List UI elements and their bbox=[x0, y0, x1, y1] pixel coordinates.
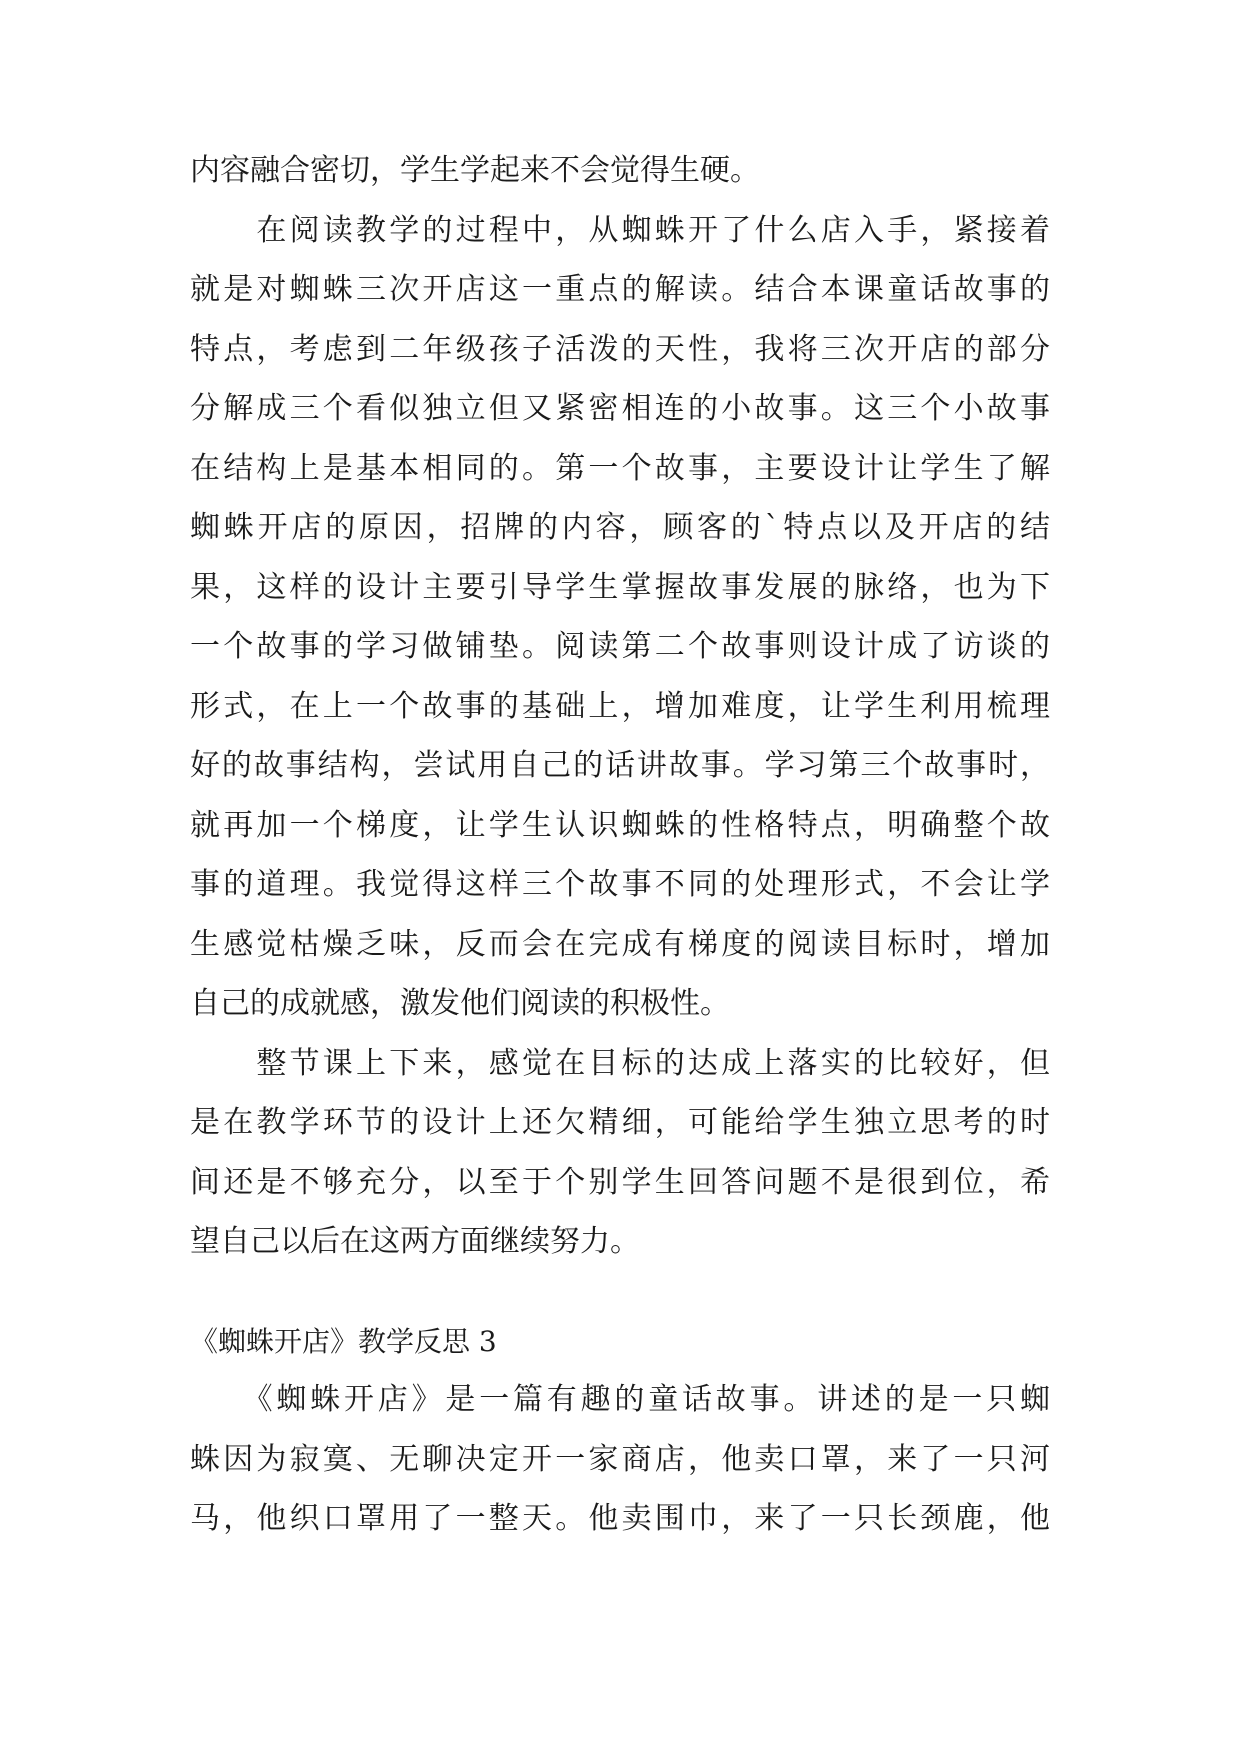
reflection-body-3 bbox=[190, 1370, 1050, 1549]
paragraph-line: 特点，考虑到二年级孩子活泼的天性，我将三次开店的部分 bbox=[190, 331, 1050, 367]
paragraph-line: 一个故事的学习做铺垫。阅读第二个故事则设计成了访谈的 bbox=[190, 629, 1050, 664]
paragraph-line: 蛛因为寂寞、无聊决定开一家商店，他卖口罩，来了一只河 bbox=[190, 1441, 1050, 1477]
paragraph-line: 分解成三个看似独立但又紧密相连的小故事。这三个小故事 bbox=[190, 391, 1050, 426]
paragraph-line: 内容融合密切，学生学起来不会觉得生硬。 bbox=[190, 153, 760, 188]
paragraph-line: 是在教学环节的设计上还欠精细，可能给学生独立思考的时 bbox=[190, 1105, 1050, 1140]
paragraph-line: 马，他织口罩用了一整天。他卖围巾，来了一只长颈鹿，他 bbox=[190, 1501, 1050, 1536]
paragraph-line: 好的故事结构，尝试用自己的话讲故事。学习第三个故事时， bbox=[190, 748, 1050, 783]
paragraph-line: 《蜘蛛开店》是一篇有趣的童话故事。讲述的是一只蜘 bbox=[190, 1382, 1050, 1417]
paragraph-line: 在结构上是基本相同的。第一个故事，主要设计让学生了解 bbox=[190, 450, 1050, 486]
section-heading: 《蜘蛛开店》教学反思 3 bbox=[190, 1325, 497, 1358]
paragraph-line: 生感觉枯燥乏味，反而会在完成有梯度的阅读目标时，增加 bbox=[190, 926, 1050, 962]
reflection-body-2 bbox=[190, 141, 1050, 1272]
paragraph-line: 形式，在上一个故事的基础上，增加难度，让学生利用梳理 bbox=[190, 688, 1050, 724]
paragraph-line: 自己的成就感，激发他们阅读的积极性。 bbox=[190, 986, 730, 1021]
paragraph-line: 就再加一个梯度，让学生认识蜘蛛的性格特点，明确整个故 bbox=[190, 807, 1050, 843]
paragraph-line: 在阅读教学的过程中，从蜘蛛开了什么店入手，紧接着 bbox=[190, 212, 1050, 248]
paragraph-line: 蜘蛛开店的原因，招牌的内容，顾客的`特点以及开店的结 bbox=[190, 510, 1050, 545]
paragraph-line: 就是对蜘蛛三次开店这一重点的解读。结合本课童话故事的 bbox=[190, 272, 1050, 307]
paragraph-line: 间还是不够充分，以至于个别学生回答问题不是很到位，希 bbox=[190, 1164, 1050, 1200]
paragraph-line: 事的道理。我觉得这样三个故事不同的处理形式，不会让学 bbox=[190, 867, 1050, 902]
paragraph-line: 望自己以后在这两方面继续努力。 bbox=[190, 1224, 640, 1259]
paragraph-line: 果，这样的设计主要引导学生掌握故事发展的脉络，也为下 bbox=[190, 569, 1050, 605]
paragraph-line: 整节课上下来，感觉在目标的达成上落实的比较好，但 bbox=[190, 1045, 1050, 1081]
